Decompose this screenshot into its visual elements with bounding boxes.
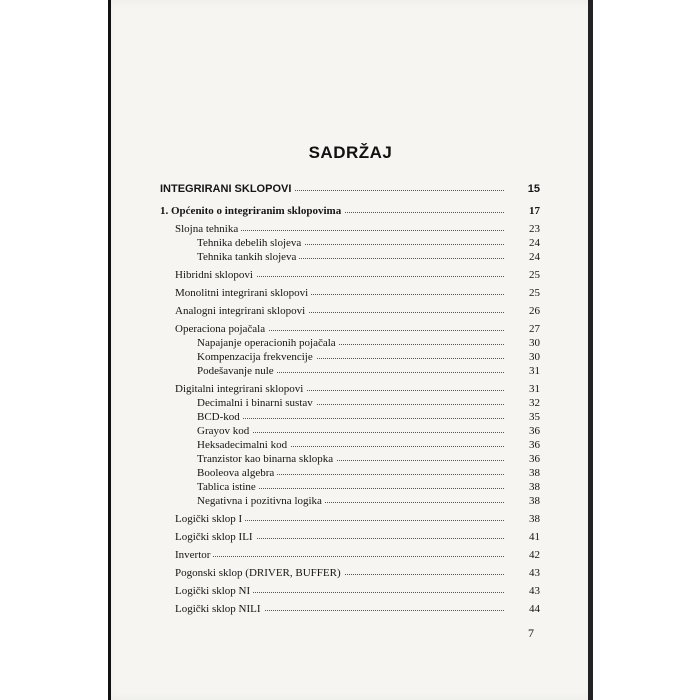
toc-entry-page: 30 bbox=[529, 351, 540, 363]
toc-entry bbox=[197, 494, 540, 508]
toc-entry bbox=[175, 382, 540, 396]
toc-entry bbox=[197, 396, 540, 410]
toc-entry-page: 17 bbox=[529, 205, 540, 217]
toc-entry-page: 32 bbox=[529, 397, 540, 409]
toc-entry-page: 15 bbox=[527, 183, 540, 195]
toc-entry-label: BCD-kod bbox=[197, 410, 243, 424]
toc-entry bbox=[175, 304, 540, 318]
toc-entry bbox=[175, 222, 540, 236]
toc-entry-page: 38 bbox=[529, 467, 540, 479]
toc-entry-label: Invertor bbox=[175, 548, 213, 562]
toc-entry-page: 44 bbox=[529, 603, 540, 615]
toc-entry-label: Podešavanje nule bbox=[197, 364, 277, 378]
toc-entry-label: Slojna tehnika bbox=[175, 222, 241, 236]
toc-entry-page: 30 bbox=[529, 337, 540, 349]
toc-entry-page: 38 bbox=[529, 495, 540, 507]
toc-entry bbox=[197, 410, 540, 424]
toc-entry bbox=[175, 512, 540, 526]
toc-entry-page: 41 bbox=[529, 531, 540, 543]
toc-entry-page: 43 bbox=[529, 585, 540, 597]
toc-entry-label: Operaciona pojačala bbox=[175, 322, 268, 336]
toc-entry bbox=[197, 424, 540, 438]
leader-dots bbox=[197, 418, 504, 419]
toc-entry-label: Tehnika tankih slojeva bbox=[197, 250, 299, 264]
toc-entry bbox=[175, 268, 540, 282]
toc-entry bbox=[197, 364, 540, 378]
toc-entry-label: Tehnika debelih slojeva bbox=[197, 236, 304, 250]
toc-entry-page: 23 bbox=[529, 223, 540, 235]
toc-entry bbox=[175, 584, 540, 598]
toc-entry-page: 36 bbox=[529, 439, 540, 451]
toc-entry bbox=[197, 236, 540, 250]
toc-entry-label: Heksadecimalni kod bbox=[197, 438, 290, 452]
toc-entry-label: Kompenzacija frekvencije bbox=[197, 350, 316, 364]
toc-entry bbox=[175, 602, 540, 616]
toc-entry bbox=[197, 480, 540, 494]
toc-entry-page: 36 bbox=[529, 425, 540, 437]
toc-entry-page: 26 bbox=[529, 305, 540, 317]
toc-entry-label: Negativna i pozitivna logika bbox=[197, 494, 325, 508]
toc-entry-page: 36 bbox=[529, 453, 540, 465]
toc-entry-page: 35 bbox=[529, 411, 540, 423]
toc-entry-label: Monolitni integrirani sklopovi bbox=[175, 286, 311, 300]
toc-entry-label: 1. Općenito o integriranim sklopovima bbox=[160, 204, 344, 218]
toc-entry bbox=[160, 182, 540, 196]
toc-entry bbox=[197, 452, 540, 466]
toc-entry-label: Booleova algebra bbox=[197, 466, 277, 480]
toc-entry-label: Analogni integrirani sklopovi bbox=[175, 304, 308, 318]
toc-entry-label: Grayov kod bbox=[197, 424, 252, 438]
toc-entry bbox=[197, 250, 540, 264]
toc-entry-label: Logički sklop NILI bbox=[175, 602, 264, 616]
toc-entry-label: Logički sklop ILI bbox=[175, 530, 256, 544]
toc-entry bbox=[197, 438, 540, 452]
page-number: 7 bbox=[528, 626, 534, 640]
toc-entry-page: 38 bbox=[529, 513, 540, 525]
toc-entry-page: 31 bbox=[529, 383, 540, 395]
toc-entry-label: Logički sklop NI bbox=[175, 584, 253, 598]
toc-entry-page: 24 bbox=[529, 237, 540, 249]
toc-entry bbox=[197, 336, 540, 350]
toc-entry-page: 43 bbox=[529, 567, 540, 579]
toc-entry bbox=[197, 350, 540, 364]
toc-entry-page: 27 bbox=[529, 323, 540, 335]
toc-entry-page: 24 bbox=[529, 251, 540, 263]
toc-entry-label: Decimalni i binarni sustav bbox=[197, 396, 316, 410]
leader-dots bbox=[175, 556, 504, 557]
page-title: SADRŽAJ bbox=[308, 143, 393, 162]
toc-entry bbox=[175, 530, 540, 544]
toc-entry-page: 25 bbox=[529, 269, 540, 281]
toc-entry bbox=[175, 286, 540, 300]
toc-entry-label: Napajanje operacionih pojačala bbox=[197, 336, 339, 350]
toc-entry-page: 31 bbox=[529, 365, 540, 377]
toc-entry-page: 42 bbox=[529, 549, 540, 561]
toc-entry-label: Tranzistor kao binarna sklopka bbox=[197, 452, 336, 466]
toc-entry-label: Logički sklop I bbox=[175, 512, 245, 526]
toc-entry bbox=[160, 204, 540, 218]
toc-entry bbox=[175, 548, 540, 562]
toc-entry-label: Tablica istine bbox=[197, 480, 259, 494]
toc-entry-page: 25 bbox=[529, 287, 540, 299]
toc-entry-label: Pogonski sklop (DRIVER, BUFFER) bbox=[175, 566, 344, 580]
toc-entry bbox=[175, 322, 540, 336]
toc-entry bbox=[175, 566, 540, 580]
toc-entry-label: Hibridni sklopovi bbox=[175, 268, 256, 282]
toc-entry-page: 38 bbox=[529, 481, 540, 493]
toc-entry bbox=[197, 466, 540, 480]
toc-entry-label: INTEGRIRANI SKLOPOVI bbox=[160, 182, 294, 196]
toc-entry-label: Digitalni integrirani sklopovi bbox=[175, 382, 306, 396]
